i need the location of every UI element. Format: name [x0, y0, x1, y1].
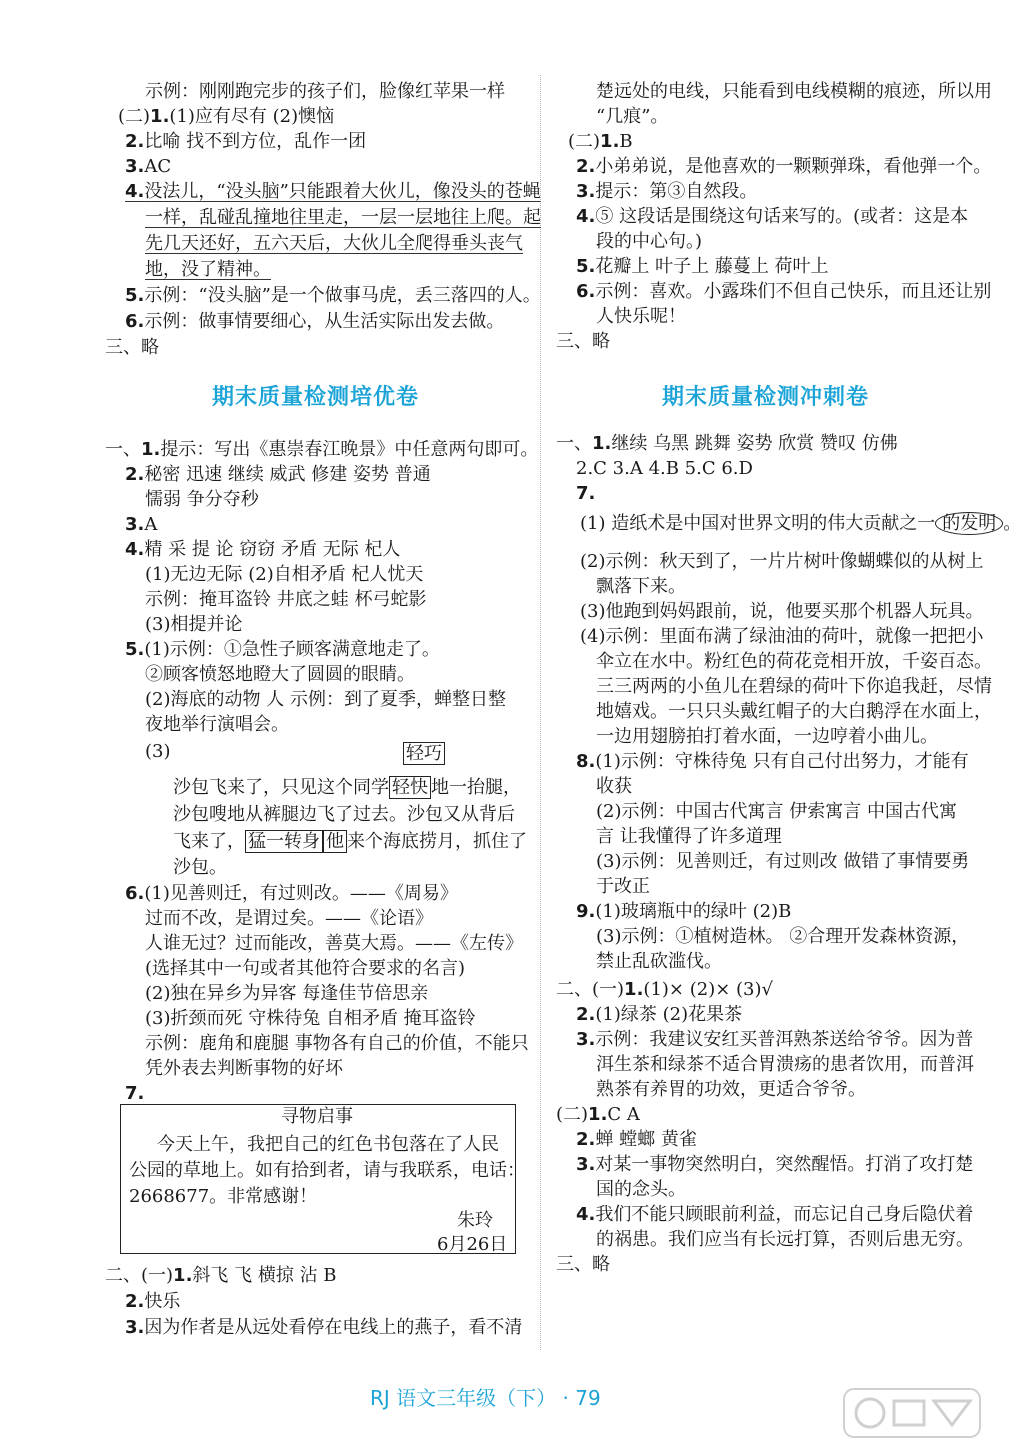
text-line: (2)示例：秋天到了，一片片树叶像蝴蝶似的从树上	[580, 551, 984, 572]
text-line: 一、1.提示：写出《惠崇春江晚景》中任意两句即可。	[105, 439, 539, 460]
page-number: · 79	[562, 1386, 601, 1410]
text-line: 4.精 采 提 论 窃窃 矛盾 无际 杞人	[125, 539, 401, 560]
text-line: 示例：鹿角和鹿腿 事物各有自己的价值，不能只	[145, 1033, 529, 1054]
text-line: “几痕”。	[596, 106, 669, 127]
text-line: 3.A	[125, 514, 158, 535]
text-line: 6.示例：做事情要细心，从生活实际出发去做。	[125, 311, 505, 332]
text-line: 示例：掩耳盗铃 井底之蛙 杯弓蛇影	[145, 589, 427, 610]
text-line: 6.(1)见善则迁，有过则改。——《周易》	[125, 883, 458, 904]
watermark-logo-icon	[842, 1385, 982, 1441]
text-line: 2.蝉 螳螂 黄雀	[576, 1129, 697, 1150]
section-heading: 期末质量检测冲刺卷	[662, 385, 870, 410]
text-line: 禁止乱砍滥伐。	[596, 951, 722, 972]
notice-body: 今天上午，我把自己的红色书包落在了人民	[157, 1134, 499, 1155]
text-line: 夜地举行演唱会。	[145, 714, 289, 735]
text-line: 国的念头。	[596, 1179, 686, 1200]
notice-body: 公园的草地上。如有拾到者，请与我联系，电话：	[129, 1160, 525, 1181]
text-line: (1) 造纸术是中国对世界文明的伟大贡献之一 的发明 。	[580, 513, 1021, 534]
text-line: 先几天还好，五六天后，大伙儿全爬得垂头丧气	[145, 233, 523, 254]
text-line: (3)示例：①植树造林。 ②合理开发森林资源，	[596, 926, 970, 947]
text-line: 5.(1)示例：①急性子顾客满意地走了。	[125, 639, 440, 660]
text-line: 段的中心句。)	[596, 231, 703, 252]
text-line: 三、略	[556, 331, 610, 352]
text-line: 2.(1)绿茶 (2)花果茶	[576, 1004, 743, 1025]
text-line: 示例：刚刚跑完步的孩子们，脸像红苹果一样	[145, 81, 505, 102]
text-line: 三、略	[105, 337, 159, 358]
text-line: 3.因为作者是从远处看停在电线上的燕子，看不清	[125, 1317, 523, 1338]
section-heading: 期末质量检测培优卷	[212, 385, 420, 410]
text-line: (二)1.C A	[556, 1104, 640, 1125]
text-line: 二、(一)1.斜飞 飞 横掠 沾 B	[105, 1265, 337, 1286]
text-line: 收获	[596, 776, 632, 797]
text-line: (3)	[145, 741, 171, 762]
text-line: 熟茶有养胃的功效，更适合爷爷。	[596, 1079, 866, 1100]
text-line: 三、略	[556, 1254, 610, 1275]
text-line: (3)折颈而死 守株待兔 自相矛盾 掩耳盗铃	[145, 1008, 476, 1029]
text-line: 沙包嗖地从裤腿边飞了过去。沙包又从背后	[173, 804, 515, 825]
text-line: 过而不改，是谓过矣。——《论语》	[145, 908, 433, 929]
notice-signature: 朱玲	[457, 1210, 493, 1231]
text-line: 7.	[125, 1083, 145, 1104]
text-line: 8.(1)示例：守株待兔 只有自己付出努力，才能有	[576, 751, 969, 772]
text-line: 二、(一)1.(1)× (2)× (3)√	[556, 979, 773, 1000]
text-line: 的祸患。我们应当有长远打算，否则后患无穷。	[596, 1229, 974, 1250]
text-line: (二)1.B	[568, 131, 633, 152]
text-line: (4)示例：里面布满了绿油油的荷叶，就像一把把小	[580, 626, 984, 647]
text-line: ②顾客愤怒地瞪大了圆圆的眼睛。	[145, 664, 415, 685]
text-line: (二)1.(1)应有尽有 (2)懊恼	[118, 106, 335, 127]
text-line: 飘落下来。	[596, 576, 686, 597]
text-line: 一边用翅膀拍打着水面，一边哼着小曲儿。	[596, 726, 938, 747]
text-line: 3.示例：我建议安红买普洱熟茶送给爷爷。因为普	[576, 1029, 974, 1050]
text-line: 凭外表去判断事物的好坏	[145, 1058, 343, 1079]
text-line: 伞立在水中。粉红色的荷花竞相开放，千姿百态。	[596, 651, 992, 672]
text-line: 一样，乱碰乱撞地往里走，一层一层地往上爬。起	[145, 207, 541, 228]
text-line: (3)示例：见善则迁，有过则改 做错了事情要勇	[596, 851, 970, 872]
text-line: 人快乐呢！	[596, 306, 686, 327]
text-line: 4.⑤ 这段话是围绕这句话来写的。(或者：这是本	[576, 206, 969, 227]
text-line: 4.我们不能只顾眼前利益，而忘记自己身后隐伏着	[576, 1204, 974, 1225]
text-line: 6.示例：喜欢。小露珠们不但自己快乐，而且还让别	[576, 281, 992, 302]
text-line: (3)相提并论	[145, 614, 243, 635]
notice-body: 2668677。非常感谢！	[129, 1186, 318, 1207]
text-line: 地嬉戏。一只只头戴红帽子的大白鹅浮在水面上，	[596, 701, 992, 722]
text-line: 2.C 3.A 4.B 5.C 6.D	[576, 458, 753, 479]
text-line: 2.比喻 找不到方位，乱作一团	[125, 131, 367, 152]
text-line: (3)他跑到妈妈跟前，说，他要买那个机器人玩具。	[580, 601, 984, 622]
text-line: 言 让我懂得了许多道理	[596, 826, 782, 847]
page-footer	[370, 1382, 601, 1411]
text-line: 楚远处的电线，只能看到电线模糊的痕迹，所以用	[596, 81, 992, 102]
footer-code: RJ	[370, 1386, 390, 1410]
text-line: 5.花瓣上 叶子上 藤蔓上 荷叶上	[576, 256, 829, 277]
column-divider	[540, 75, 541, 1350]
text-line: 3.对某一事物突然明白，突然醒悟。打消了攻打楚	[576, 1154, 974, 1175]
text-line: (1)无边无际 (2)自相矛盾 杞人忧天	[145, 564, 424, 585]
text-line: 懦弱 争分夺秒	[145, 489, 259, 510]
text-line: 洱生茶和绿茶不适合胃溃疡的患者饮用，而普洱	[596, 1054, 974, 1075]
text-line: 人谁无过？过而能改，善莫大焉。——《左传》	[145, 933, 523, 954]
text-line: 9.(1)玻璃瓶中的绿叶 (2)B	[576, 901, 792, 922]
footer-title: 语文三年级（下）	[396, 1386, 557, 1410]
text-line: (2)独在异乡为异客 每逢佳节倍思亲	[145, 983, 429, 1004]
text-line: 2.快乐	[125, 1291, 181, 1312]
text-line: 2.小弟弟说，是他喜欢的一颗颗弹珠，看他弹一个。	[576, 156, 992, 177]
text-line: 于改正	[596, 876, 650, 897]
text-line: 一、1.继续 乌黑 跳舞 姿势 欣赏 赞叹 仿佛	[556, 433, 898, 454]
text-line: 三三两两的小鱼儿在碧绿的荷叶下你追我赶，尽情	[596, 676, 992, 697]
text-line: 5.示例：“没头脑”是一个做事马虎，丢三落四的人。	[125, 285, 541, 306]
text-line: 7.	[576, 483, 596, 504]
notice-title: 寻物启事	[281, 1106, 353, 1127]
text-line: 飞来了， 猛一转身 他 来个海底捞月，抓住了	[173, 831, 527, 852]
notice-date: 6月26日	[437, 1234, 508, 1255]
text-line: 沙包飞来了，只见这个同学 轻快 地一抬腿，	[173, 777, 521, 798]
text-line: (选择其中一句或者其他符合要求的名言)	[145, 958, 466, 979]
lost-item-notice	[120, 1104, 525, 1255]
text-line: 地，没了精神。	[145, 259, 271, 280]
text-line: 3.AC	[125, 156, 172, 177]
edit-insert-word: 轻巧	[403, 742, 445, 766]
text-line: 沙包。	[173, 857, 227, 878]
text-line: 4.没法儿，“没头脑”只能跟着大伙儿，像没头的苍蝇	[125, 181, 541, 202]
text-line: (2)示例：中国古代寓言 伊索寓言 中国古代寓	[596, 801, 957, 822]
text-line: (2)海底的动物 人 示例：到了夏季，蝉整日整	[145, 689, 506, 710]
text-line: 3.提示：第③自然段。	[576, 181, 758, 202]
text-line: 2.秘密 迅速 继续 威武 修建 姿势 普通	[125, 464, 431, 485]
